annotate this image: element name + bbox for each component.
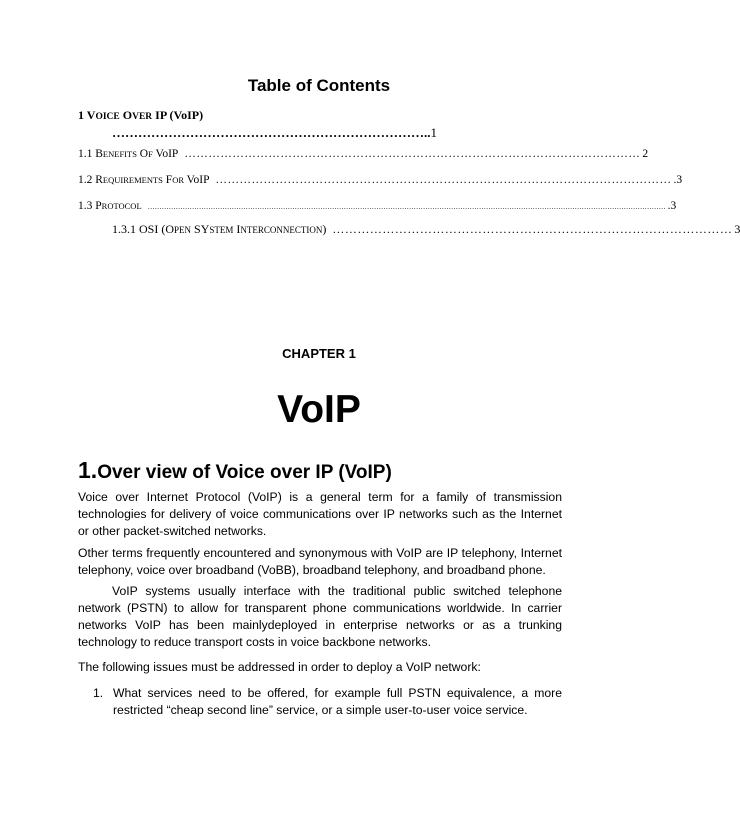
toc-entry-word-initial: V (86, 108, 96, 122)
toc-entry-number: 1.2 (78, 174, 93, 186)
toc-entry-word-initial: F (165, 174, 173, 186)
toc-leader-dots: …………………………………………………………………………………………………… (184, 148, 641, 160)
toc-entry-word-rest: OICE (95, 112, 120, 122)
toc-entry-tail: IP (VoIP) (155, 108, 204, 122)
chapter-label: CHAPTER 1 (282, 346, 356, 361)
paragraph: Voice over Internet Protocol (VoIP) is a general term for a family of transmission technologies for delivery of voice communications over IP networks such as the Internet or other packet-switched networks. (78, 490, 562, 538)
toc-entry-word-rest: VER (132, 112, 153, 122)
toc-page-number: .3 (667, 200, 677, 212)
section-heading (78, 457, 392, 484)
toc-entry-word-rest: NTERCONNECTION (240, 225, 323, 235)
toc-page-number: 1 (430, 125, 437, 140)
toc-entry-number: 1.3 (78, 200, 93, 212)
toc-leader-dots: …………………………………………………………………………………………………… (215, 174, 672, 186)
toc-entry-word-initial: R (95, 174, 103, 186)
toc-entry-word-rest: EQUIREMENTS (102, 175, 163, 185)
toc-entry-label (112, 222, 326, 237)
toc-entry-word-rest: ROTOCOL (101, 201, 142, 211)
toc-leader-dots: …………………………………………………………………………………………………………………………………………………………………………………………………… (147, 203, 666, 211)
toc-page-number: 2 (642, 148, 649, 160)
toc-entry-1-leader-line (112, 125, 437, 141)
toc-page-number: .3 (673, 174, 683, 186)
toc-entry-word-rest: PEN (174, 225, 192, 235)
list-item-number: 1. (93, 686, 104, 700)
toc-entry-word-rest: OR (172, 175, 184, 185)
toc-entry-label (78, 174, 209, 186)
toc-entry-word-initial: O (165, 222, 175, 236)
list-item-text: What services need to be offered, for example full PSTN equivalence, a more restricted “cheap second line” service, or a simple user-to-user voice service. (113, 686, 562, 717)
toc-entry-label (78, 200, 142, 212)
toc-entry-word-initial: P (95, 200, 102, 212)
paragraph: VoIP systems usually interface with the traditional public switched telephone network (PSTN) to allow for transparent phone communications worldwide. In carrier networks VoIP has been mainlydeployed in enterprise networks or as a trunking technology to reduce transport costs in voice backbone networks. (78, 584, 562, 649)
toc-entry-word-initial: B (95, 148, 103, 160)
toc-entry-number: 1.1 (78, 148, 93, 160)
toc-entry-label (78, 148, 178, 160)
toc-entry-paren-close: ) (322, 222, 327, 236)
paragraph: The following issues must be addressed in order to deploy a VoIP network: (78, 660, 481, 674)
toc-entry-paren-open: ( (161, 222, 166, 236)
toc-entry-word-rest: STEM (209, 225, 234, 235)
toc-title: Table of Contents (247, 76, 391, 95)
toc-entry-1[interactable] (78, 108, 203, 123)
toc-entry-word-initial: I (236, 222, 241, 236)
toc-entry-acronym: OSI (139, 222, 159, 236)
toc-entry-tail: VoIP (186, 174, 210, 186)
list-item (93, 685, 562, 719)
toc-entry-word-rest: F (148, 149, 153, 159)
toc-entry-number: 1 (78, 108, 84, 122)
toc-page-number: 3 (734, 222, 740, 236)
toc-entry-word-initial: O (122, 108, 133, 122)
toc-entry-1-3[interactable] (78, 200, 677, 212)
toc-leader-dots: ……………………………………………………………….. (112, 125, 431, 140)
toc-entry-word-initial: SY (194, 222, 210, 236)
toc-entry-word-initial: O (139, 148, 149, 160)
toc-leader-dots: …………………………………………………………………………………… (332, 222, 733, 236)
toc-entry-word-rest: ENEFITS (102, 149, 137, 159)
toc-entry-1-2[interactable] (78, 174, 683, 186)
section-heading-text: Over view of Voice over IP (VoIP) (97, 462, 392, 483)
paragraph: Other terms frequently encountered and synonymous with VoIP are IP telephony, Internet telephony, voice over broadband (VoBB), broadband telephony, and broadband phone. (78, 546, 562, 577)
toc-entry-1-1[interactable] (78, 148, 649, 160)
section-number: 1. (78, 457, 98, 483)
chapter-title: VoIP (277, 388, 361, 431)
toc-entry-number: 1.3.1 (112, 222, 136, 236)
toc-entry-tail: VoIP (155, 148, 179, 160)
toc-entry-1-3-1[interactable] (112, 222, 740, 237)
